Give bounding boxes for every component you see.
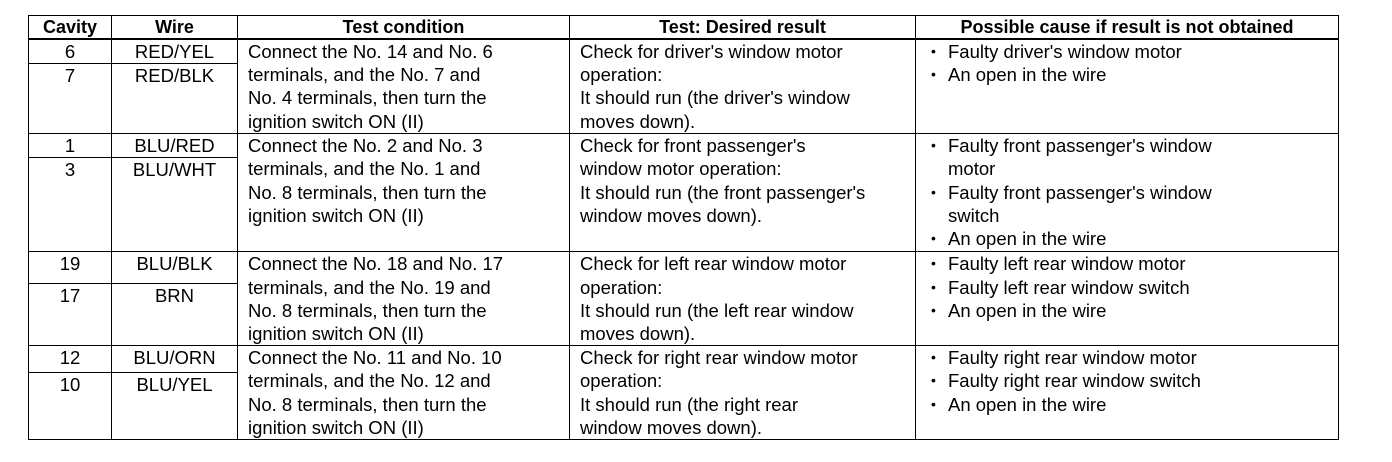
cavity-cell [29, 252, 112, 284]
cause-item [926, 299, 1332, 322]
cause-item [926, 346, 1332, 369]
cavity-number: 3 [64, 159, 76, 181]
wire-cell [112, 372, 238, 439]
cause-text: • An open in the wire [948, 393, 1107, 415]
wire-color: BLU/ORN [133, 347, 216, 369]
desired-result-line: It should run (the right rear [580, 393, 798, 415]
desired-result-cell [570, 252, 916, 346]
cavity-number: 12 [59, 347, 81, 369]
desired-result-line: operation: [580, 370, 663, 392]
test-condition-line: No. 8 terminals, then turn the [248, 393, 487, 415]
cause-text: switch [948, 204, 1000, 226]
cause-item [926, 40, 1332, 63]
header-test-condition: Test condition [238, 16, 570, 40]
continuity-test-table [28, 15, 1339, 440]
test-condition-line: terminals, and the No. 12 and [248, 370, 491, 392]
cause-text: • Faulty front passenger's window [948, 181, 1212, 203]
cause-text: • An open in the wire [948, 228, 1107, 250]
wire-cell [112, 39, 238, 64]
cause-item [926, 181, 1332, 227]
desired-result-line: window moves down). [580, 204, 762, 226]
test-condition-line: Connect the No. 14 and No. 6 [248, 41, 493, 62]
wire-color: BRN [154, 285, 195, 307]
desired-result-line: window motor operation: [580, 158, 782, 180]
wire-color: BLU/BLK [136, 253, 213, 275]
cause-list [926, 346, 1332, 416]
cavity-cell [29, 158, 112, 252]
test-condition-line: Connect the No. 18 and No. 17 [248, 253, 504, 275]
desired-result-cell [570, 346, 916, 440]
cavity-number: 6 [64, 41, 76, 62]
cause-item [926, 63, 1332, 86]
cause-text: • Faulty left rear window motor [948, 253, 1186, 275]
test-condition-line: No. 4 terminals, then turn the [248, 87, 487, 109]
desired-result-line: Check for right rear window motor [580, 347, 858, 369]
wire-cell [112, 252, 238, 284]
wire-color: BLU/RED [134, 135, 215, 157]
cause-list [926, 252, 1332, 322]
header-possible-cause: Possible cause if result is not obtained [916, 16, 1339, 40]
desired-result-line: It should run (the front passenger's [580, 181, 866, 203]
test-condition-line: ignition switch ON (II) [248, 110, 424, 132]
test-condition-line: terminals, and the No. 1 and [248, 158, 481, 180]
cause-list [926, 134, 1332, 250]
table-row [29, 346, 1339, 372]
cause-text: • An open in the wire [948, 299, 1107, 321]
cause-item [926, 369, 1332, 392]
header-row [29, 16, 1339, 40]
cavity-number: 19 [59, 253, 81, 275]
wire-cell [112, 134, 238, 158]
cavity-cell [29, 39, 112, 64]
cause-item [926, 134, 1332, 180]
cavity-cell [29, 64, 112, 134]
table-row [29, 39, 1339, 64]
test-condition-line: ignition switch ON (II) [248, 323, 424, 345]
wire-color: BLU/YEL [136, 373, 213, 395]
test-condition-line: ignition switch ON (II) [248, 204, 424, 226]
test-condition-cell [238, 252, 570, 346]
desired-result-line: It should run (the left rear window [580, 299, 854, 321]
cavity-cell [29, 284, 112, 346]
test-condition-line: No. 8 terminals, then turn the [248, 181, 487, 203]
header-desired-result: Test: Desired result [570, 16, 916, 40]
cause-text: • Faulty right rear window switch [948, 370, 1201, 392]
table-row [29, 134, 1339, 158]
desired-result-line: window moves down). [580, 416, 762, 438]
cavity-cell [29, 134, 112, 158]
cavity-number: 1 [64, 135, 76, 157]
possible-cause-cell [916, 346, 1339, 440]
test-condition-line: terminals, and the No. 7 and [248, 64, 481, 86]
desired-result-line: moves down). [580, 323, 696, 345]
desired-result-line: It should run (the driver's window [580, 87, 850, 109]
desired-result-cell [570, 134, 916, 252]
test-condition-line: terminals, and the No. 19 and [248, 276, 491, 298]
test-condition-cell [238, 346, 570, 440]
cause-item [926, 227, 1332, 250]
test-condition-cell [238, 39, 570, 134]
test-condition-line: Connect the No. 11 and No. 10 [248, 347, 502, 369]
wire-color: RED/BLK [134, 65, 215, 87]
wire-cell [112, 64, 238, 134]
wire-cell [112, 158, 238, 252]
possible-cause-cell [916, 252, 1339, 346]
possible-cause-cell [916, 39, 1339, 134]
desired-result-line: Check for front passenger's [580, 135, 806, 157]
wire-color: BLU/WHT [132, 159, 217, 181]
cause-item [926, 276, 1332, 299]
wire-color: RED/YEL [134, 41, 215, 62]
desired-result-line: operation: [580, 276, 663, 298]
cause-item [926, 252, 1332, 275]
cavity-number: 17 [59, 285, 81, 307]
cause-item [926, 393, 1332, 416]
desired-result-line: moves down). [580, 110, 696, 132]
cavity-number: 7 [64, 65, 76, 87]
cause-text: motor [948, 158, 996, 180]
test-condition-line: No. 8 terminals, then turn the [248, 299, 487, 321]
cause-text: • Faulty right rear window motor [948, 347, 1197, 369]
desired-result-line: Check for driver's window motor [580, 41, 843, 62]
header-wire: Wire [112, 16, 238, 40]
table-body [29, 39, 1339, 440]
cavity-cell [29, 346, 112, 372]
cause-text: • Faulty driver's window motor [948, 41, 1182, 62]
wire-cell [112, 284, 238, 346]
wire-cell [112, 346, 238, 372]
desired-result-line: operation: [580, 64, 663, 86]
desired-result-cell [570, 39, 916, 134]
test-condition-line: Connect the No. 2 and No. 3 [248, 135, 483, 157]
cause-list [926, 40, 1332, 86]
possible-cause-cell [916, 134, 1339, 252]
cause-text: • Faulty front passenger's window [948, 135, 1212, 157]
cause-text: • An open in the wire [948, 64, 1107, 86]
cavity-cell [29, 372, 112, 439]
test-condition-cell [238, 134, 570, 252]
cavity-number: 10 [59, 373, 81, 395]
header-cavity: Cavity [29, 16, 112, 40]
cause-text: • Faulty left rear window switch [948, 276, 1190, 298]
desired-result-line: Check for left rear window motor [580, 253, 847, 275]
test-condition-line: ignition switch ON (II) [248, 416, 424, 438]
table-row [29, 252, 1339, 284]
